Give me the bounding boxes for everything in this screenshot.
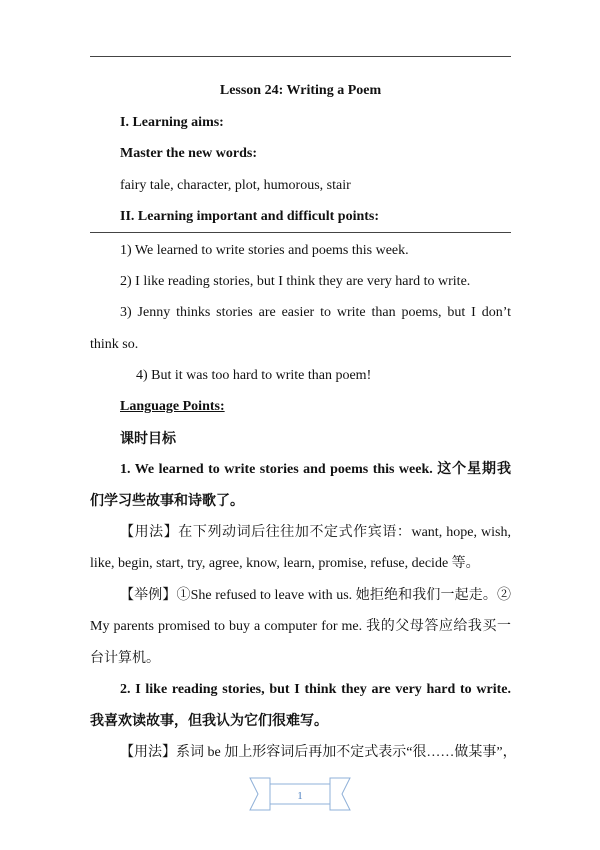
language-points-heading: Language Points: (120, 399, 225, 414)
lesson-goals-heading: 课时目标 (120, 431, 176, 447)
usage-1-line-2: like, begin, start, try, agree, know, learn, promise, refuse, decide 等。 (90, 556, 480, 571)
sentence-4: 4) But it was too hard to write than poem! (136, 368, 372, 383)
new-words: fairy tale, character, plot, humorous, stair (120, 178, 351, 193)
sentence-3-line-1: 3) Jenny thinks stories are easier to write than poems, but I don’t (120, 305, 511, 320)
points-heading: II. Learning important and difficult points: (120, 209, 380, 224)
sentence-1: 1) We learned to write stories and poems this week. (120, 243, 409, 258)
page-number: 1 (297, 790, 303, 802)
page-number-badge (248, 770, 352, 820)
header-rule (90, 56, 511, 57)
example-1-line-1: 【举例】①She refused to leave with us. 她拒绝和我们一起走。② (120, 588, 511, 603)
usage-2-line-1: 【用法】系词 be 加上形容词后再加不定式表示“很……做某事”， (120, 745, 517, 760)
sentence-3-line-2: think so. (90, 337, 139, 352)
sentence-2: 2) I like reading stories, but I think they are very hard to write. (120, 274, 471, 289)
point-1-line-2: 们学习些故事和诗歌了。 (90, 493, 244, 509)
point-2-line-2: 我喜欢读故事，但我认为它们很难写。 (90, 713, 328, 729)
example-1-line-2: My parents promised to buy a computer for me. 我的父母答应给我买一 (90, 619, 511, 634)
usage-1-line-1: 【用法】在下列动词后往往加不定式作宾语：want, hope, wish, (120, 525, 511, 540)
point-1-line-1: 1. We learned to write stories and poems this week. 这个星期我 (120, 462, 511, 477)
page-title: Lesson 24: Writing a Poem (219, 83, 382, 98)
master-heading: Master the new words: (120, 146, 257, 161)
example-1-line-3: 台计算机。 (90, 651, 160, 666)
section-rule (90, 232, 511, 233)
aims-heading: I. Learning aims: (120, 115, 224, 130)
point-2-line-1: 2. I like reading stories, but I think they are very hard to write. (120, 682, 511, 697)
